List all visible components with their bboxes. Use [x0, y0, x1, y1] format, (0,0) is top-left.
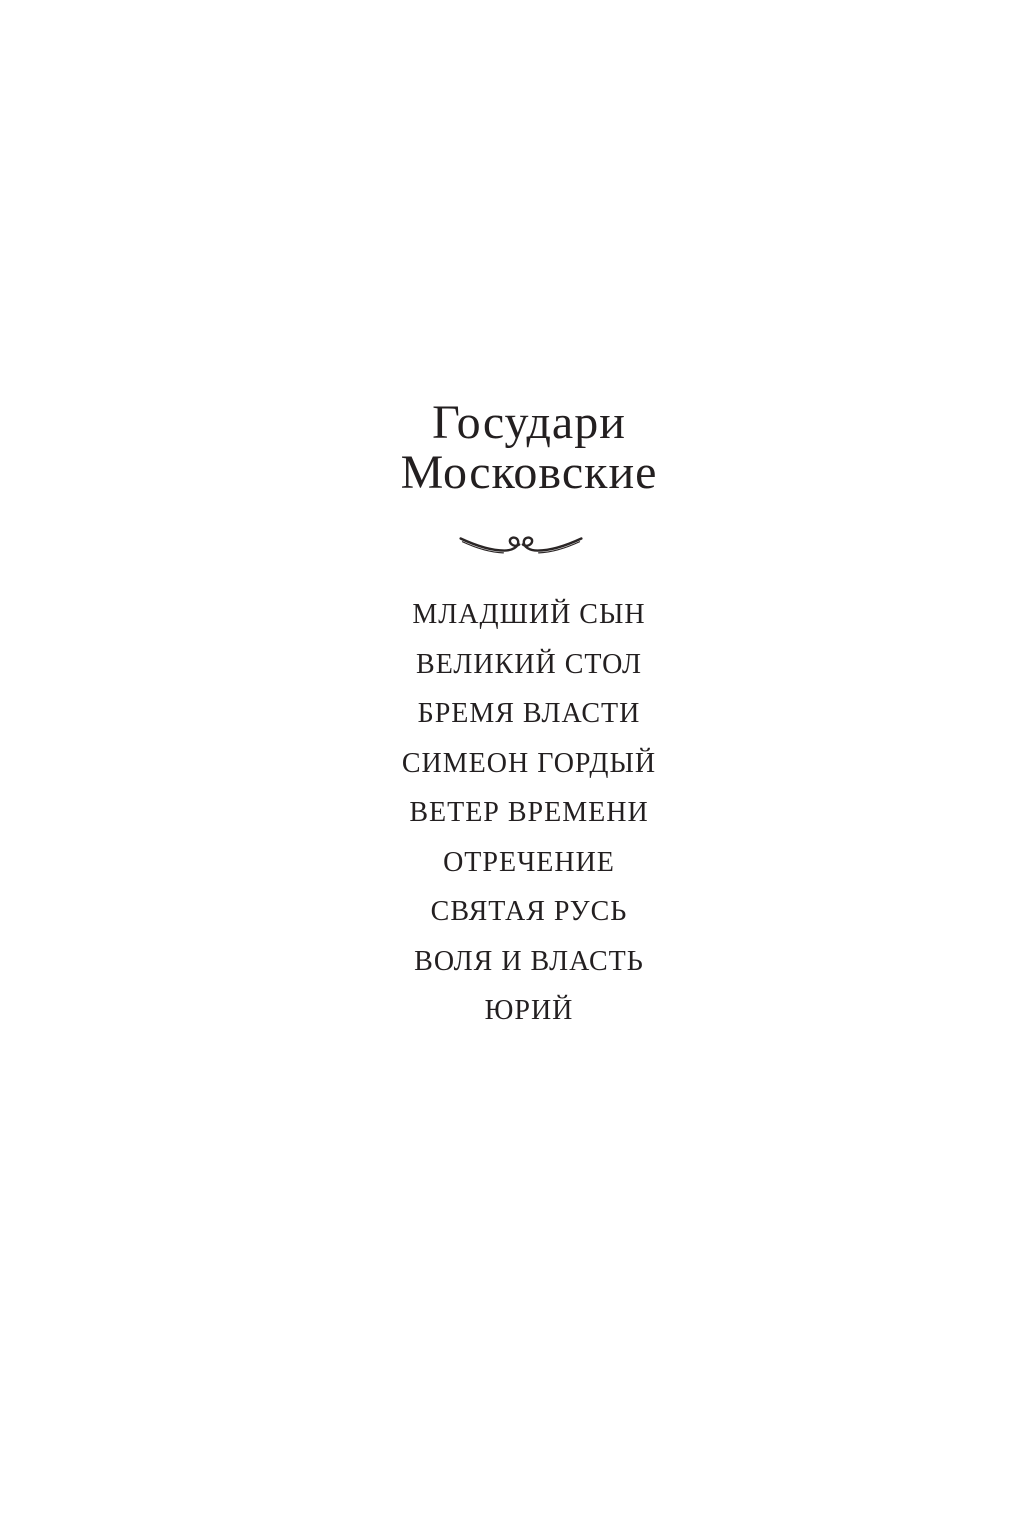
book-title: ВЕЛИКИЙ СТОЛ: [416, 648, 642, 680]
flourish-ornament-icon: [458, 532, 584, 558]
book-list: [169, 590, 889, 1036]
book-title: СИМЕОН ГОРДЫЙ: [401, 747, 657, 779]
series-page-content: [169, 0, 889, 1538]
series-title: [169, 398, 889, 498]
book-title: ВЕТЕР ВРЕМЕНИ: [409, 797, 649, 828]
book-title: БРЕМЯ ВЛАСТИ: [417, 698, 641, 729]
book-title: ВОЛЯ И ВЛАСТЬ: [414, 945, 644, 977]
series-title-line2: Московские: [400, 446, 658, 499]
series-title-line1: Государи: [432, 396, 626, 449]
book-title: СВЯТАЯ РУСЬ: [430, 896, 628, 927]
book-title: МЛАДШИЙ СЫН: [412, 599, 646, 630]
book-title: ОТРЕЧЕНИЕ: [443, 846, 615, 878]
book-title: ЮРИЙ: [484, 995, 574, 1026]
